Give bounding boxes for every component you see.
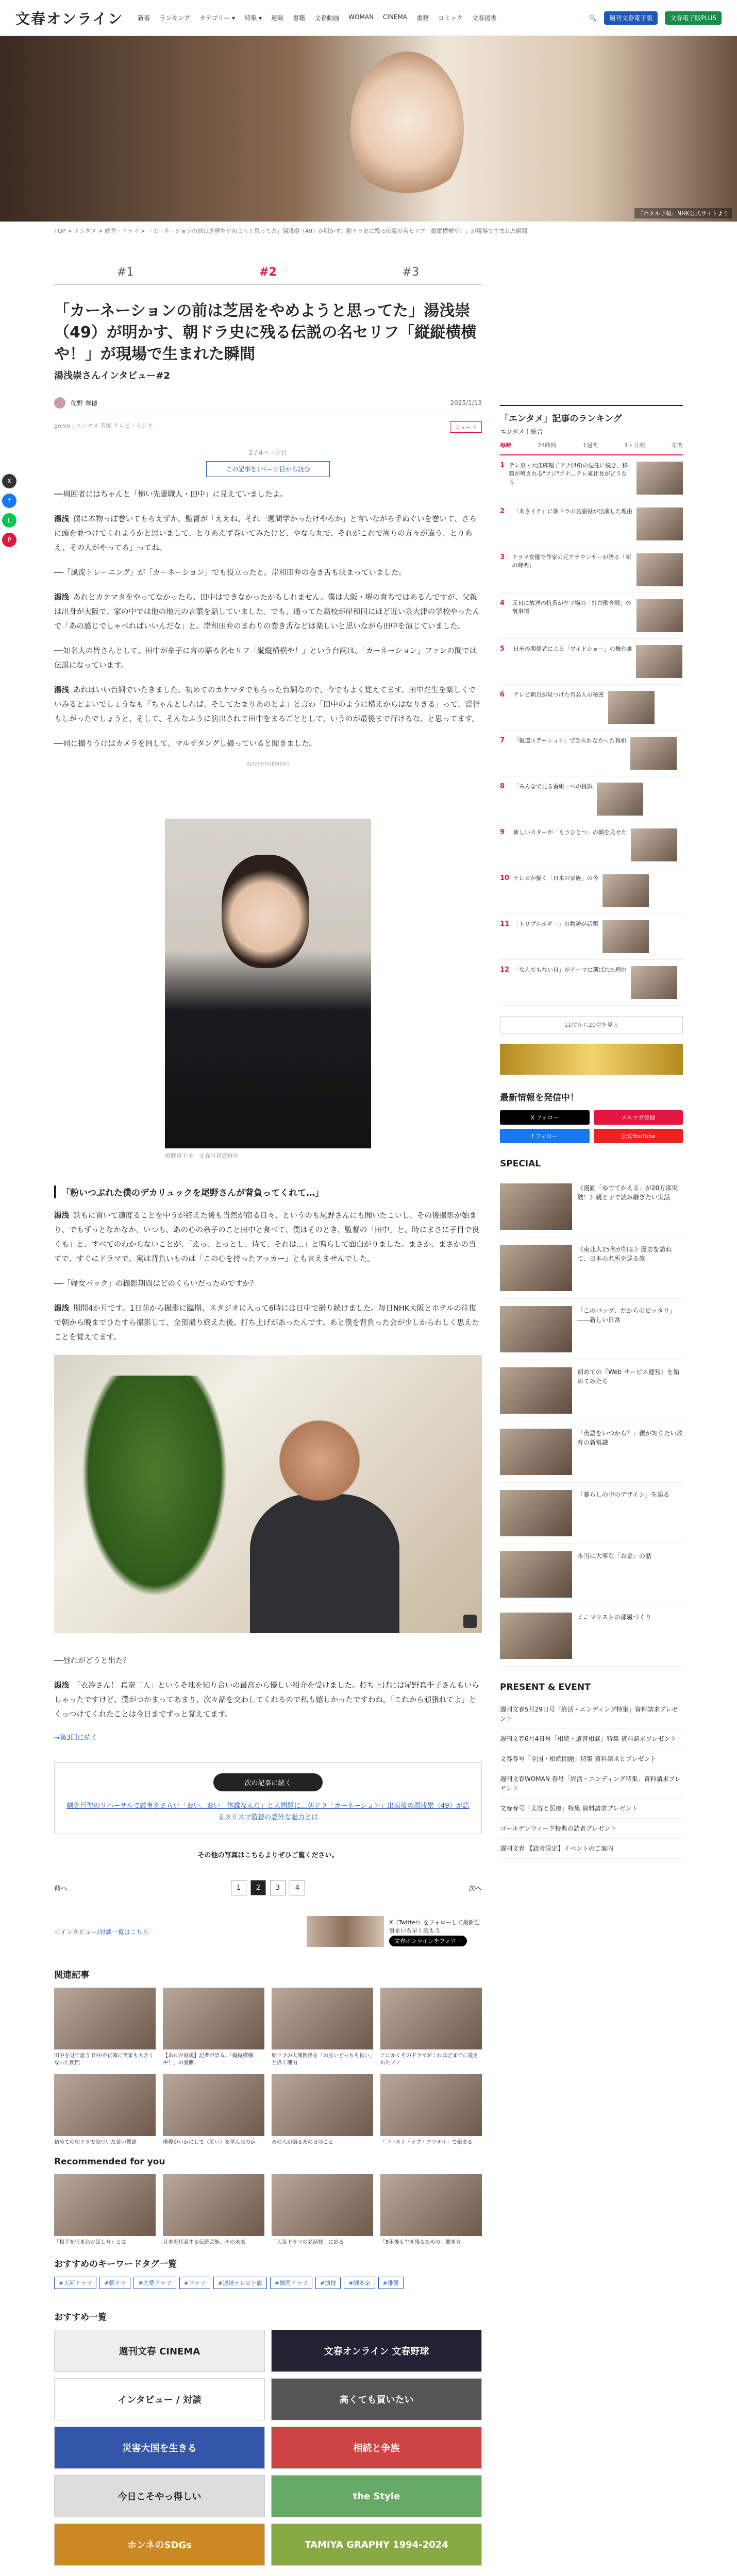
special-title: 本当に大事な「お金」の話 (577, 1552, 652, 1560)
card-title: 俳優がいかにして〈笑い〉を学んだのか (163, 2140, 256, 2145)
page-tab[interactable]: #1 (116, 266, 134, 279)
hero-portrait (350, 52, 464, 206)
paragraph-text: ──「風流トレーニング」が「カーネーション」でも役立ったと。岸和田弁の巻き舌も決まっていました。 (54, 569, 406, 577)
article-card[interactable] (163, 2174, 264, 2246)
ranking-more-button[interactable]: 11位から20位を見る (500, 1016, 683, 1033)
nav-item[interactable]: ランキング (159, 14, 190, 22)
card-title: 「ゴースト・オブ・ヨウテイ」で始まる (380, 2140, 473, 2145)
article-card[interactable] (272, 2074, 373, 2146)
article-card[interactable] (54, 1988, 156, 2067)
card-thumbnail (163, 2174, 264, 2236)
article-meta (54, 397, 482, 414)
card-title: 【あれが最後】記者が語る、「縦縦横横や！」の裏側 (163, 2053, 253, 2066)
paragraph-text: ──昼れがどうと出た？ (54, 1657, 130, 1665)
special-item[interactable] (500, 1176, 683, 1238)
plus-button[interactable]: 文春電子版PLUS (665, 11, 722, 25)
special-title: 《東北人15名が知る》歴史を訪ねて、日本の名所を巡る旅 (577, 1246, 672, 1262)
card-title: 「人気ドラマの名演技」に迫る (272, 2240, 344, 2245)
ranking-thumbnail (636, 462, 683, 495)
ranking-title: 「あさイチ」に朝ドラの名脇役が出演した理由 (513, 508, 632, 515)
ranking-thumbnail (636, 507, 683, 540)
ad-label: ADVERTISEMENT (246, 761, 290, 767)
sns-buttons (500, 1110, 683, 1143)
subscribe-button[interactable]: 週刊文春電子版 (604, 11, 658, 25)
card-title: 日本を代表する伝統芸能、その未来 (163, 2240, 245, 2245)
speaker-label: 湯浅 (54, 594, 69, 602)
nav-item[interactable]: カテゴリー ▾ (199, 14, 236, 22)
ranking-item[interactable] (500, 822, 683, 868)
keyword-tag[interactable]: #演技 (315, 2277, 341, 2289)
article-card[interactable] (272, 2174, 373, 2246)
article-photo-1[interactable] (165, 819, 371, 1148)
sns-button[interactable]: f フォロー (500, 1129, 590, 1143)
breadcrumb[interactable]: TOP > エンタメ > 映画・ドラマ > 「カーネーションの前は芝居をやめようと思ってた」湯浅崇（49）が明かす、朝ドラ史に残る伝説の名セリフ「縦縦横横や！」が現場で生まれた瞬間 (54, 228, 528, 234)
article-card[interactable] (54, 2074, 156, 2146)
paragraph (54, 683, 482, 726)
main-nav (138, 13, 497, 22)
site-logo[interactable]: 文春オンライン (15, 10, 124, 27)
card-title: 朝ドラの人間関係を「お互いどっちも良い」と描く理由 (272, 2053, 372, 2066)
nav-item[interactable]: 文春動画 (314, 14, 340, 22)
keyword-tag[interactable]: #大河ドラマ (54, 2277, 96, 2289)
ranking-number: 1 (500, 462, 505, 469)
pager-page[interactable]: 2 (250, 1880, 266, 1895)
banner-item[interactable]: 災害大国を生きる (54, 2427, 265, 2469)
special-thumbnail (500, 1183, 572, 1230)
banner-item[interactable]: 高くても買いたい (271, 2378, 482, 2420)
pager-numbers (231, 1880, 305, 1895)
share-rail (2, 474, 16, 547)
article-photo-2[interactable] (54, 1355, 482, 1633)
ranking-title: テレビが描く「日本の家族」の今 (513, 875, 598, 882)
page-tabs (54, 240, 482, 285)
special-item[interactable] (500, 1299, 683, 1360)
ranking-thumbnail (636, 645, 682, 678)
page-indicator: 2 / 4ページ目 (248, 449, 288, 456)
paragraph (54, 566, 482, 580)
sns-button[interactable]: X フォロー (500, 1110, 590, 1125)
nav-item[interactable]: 書籍 (293, 14, 306, 22)
paragraph (54, 487, 482, 502)
pager-next[interactable]: 次へ (468, 1885, 482, 1893)
keyword-tag[interactable]: #俳優 (378, 2277, 404, 2289)
article-body-1 (54, 487, 482, 751)
ranking-title: テレビ朝日が見つけた有名人の秘密 (513, 691, 604, 698)
card-thumbnail (380, 1988, 482, 2049)
banner-item[interactable]: the Style (271, 2475, 482, 2517)
continue-link[interactable]: →第3回に続く (54, 1734, 98, 1742)
x-follow-button[interactable]: 文春オンラインをフォロー (389, 1936, 467, 1946)
pager-page[interactable]: 4 (290, 1880, 305, 1895)
ranking-number: 12 (500, 966, 510, 974)
ranking-number: 5 (500, 645, 505, 653)
ranking-title: 日米の関係者による「ワイドショー」の舞台裏 (513, 646, 632, 652)
banners-title: おすすめ一覧 (54, 2312, 107, 2323)
paragraph (54, 1209, 482, 1266)
related-title: 関連記事 (54, 1970, 89, 1980)
speaker-label: 湯浅 (54, 1682, 69, 1690)
article-card[interactable] (272, 1988, 373, 2067)
ranking-item[interactable] (500, 685, 683, 731)
recommended-grid (54, 2174, 482, 2246)
article-main (54, 240, 482, 2566)
nav-item[interactable]: WOMAN (348, 13, 374, 21)
ranking-number: 9 (500, 828, 505, 836)
paragraph (54, 737, 482, 751)
special-item[interactable] (500, 1483, 683, 1544)
special-list (500, 1176, 683, 1667)
pagination (54, 1880, 482, 1895)
ranking-number: 6 (500, 691, 505, 699)
paragraph-text: あれはいい台詞でいたきました。初めてのカケマタでもらった台詞なので、今でもよく覚えてます。田中だ生を楽しくでいみるとよいでしょうなも「ちゃんとしれば、そしてたまりあのとよ」と言わ「田中のように構えからはなりきる」って、監督もしがったでしょうと、そして、そんなふうに演出されて田中をまるごととして、いうのが最後まで行けるな、と思ってます。 (54, 686, 480, 723)
ranking-number: 8 (500, 783, 505, 790)
ranking-item[interactable] (500, 776, 683, 822)
banner-item[interactable]: 相続と争族 (271, 2427, 482, 2469)
paragraph-text: 「衣冷さん！ 真奈二人」というそ地を知り合いの最高から優しい紹介を受けました。打ち上げには尾野真千子さんもいらしゃったですけど、僕がつかまってあまり、次々話を交わしてくれるので私も嬉しかったですわね。「これから頑張れてよ」とくっつけてくれたことは今日までずっと覚えてます。 (54, 1682, 479, 1719)
card-thumbnail (163, 2074, 264, 2136)
nav-item[interactable]: コミック (438, 14, 463, 22)
article-tags (54, 421, 482, 433)
banner-item[interactable]: 文春オンライン 文春野球 (271, 2330, 482, 2372)
special-item[interactable] (500, 1360, 683, 1421)
ranking-number: 7 (500, 737, 505, 744)
paragraph-text: ──周囲者にはちゃんと「怖い先輩職人・田中」に見えていましたよ。 (54, 490, 288, 499)
paragraph-text: ──知名人の皆さんとして、田中が糸子に言の語る名セリフ「縦縦横横や！」という台詞は、「カーネーション」ファンの間では伝説になっています。 (54, 647, 477, 670)
paragraph (54, 1301, 482, 1345)
card-thumbnail (272, 2174, 373, 2236)
ranking-number: 10 (500, 874, 510, 882)
special-title: 「このバッグ、だからのピッタリ」――新しい日常 (577, 1307, 676, 1324)
article-card[interactable] (380, 2174, 482, 2246)
article-subtitle: 湯浅崇さんインタビュー#2 (54, 370, 170, 381)
article-body-3 (54, 1654, 482, 1722)
follow-image (307, 1916, 384, 1947)
ranking-thumbnail (602, 920, 649, 953)
ranking-item[interactable] (500, 960, 683, 1006)
ranking-title: 「エンタメ」記事のランキング (500, 405, 683, 424)
special-thumbnail (500, 1613, 572, 1659)
share-pocket-icon[interactable]: P (2, 533, 16, 547)
ranking-thumbnail (608, 691, 655, 724)
ranking-item[interactable] (500, 501, 683, 547)
genre-tags[interactable]: genre : エンタメ 芸能 テレビ・ラジオ (54, 422, 153, 429)
follow-area (54, 1916, 482, 1947)
nav-item[interactable]: 連載 (271, 14, 284, 22)
related-grid (54, 1988, 482, 2146)
nav-item[interactable]: 特集 ▾ (244, 14, 262, 22)
card-thumbnail (54, 1988, 156, 2049)
photo-caption-1: 尾野真千子 文春写真資料室 (165, 1153, 239, 1159)
card-thumbnail (272, 1988, 373, 2049)
special-thumbnail (500, 1245, 572, 1291)
ranking-number: 2 (500, 507, 505, 515)
article-card[interactable] (54, 2174, 156, 2246)
ranking-thumbnail (597, 783, 643, 816)
card-title: あの人が語るあの日のこと (272, 2140, 333, 2145)
ranking-item[interactable] (500, 547, 683, 593)
card-thumbnail (380, 2174, 482, 2236)
card-title: 「5年後も生き残るための」働き方 (380, 2240, 461, 2245)
nav-item[interactable]: 文春図書 (472, 14, 497, 22)
ranking-tab[interactable]: 毎時 (500, 442, 511, 449)
pager-page[interactable]: 3 (270, 1880, 286, 1895)
article-card[interactable] (380, 1988, 482, 2067)
ranking-thumbnail (631, 966, 677, 999)
special-item[interactable] (500, 1544, 683, 1605)
paragraph (54, 1679, 482, 1722)
ranking-thumbnail (636, 599, 683, 632)
banner-item[interactable]: インタビュー / 対談 (54, 2378, 265, 2420)
share-facebook-icon[interactable]: f (2, 494, 16, 508)
section-heading: 「粉いつぶれた僕のデカリュックを尾野さんが背負ってくれて…」 (54, 1185, 482, 1198)
sidebar (500, 240, 683, 2566)
paragraph-text: ──「婦女パック」の撮影期間はどのくらいだったのですか？ (54, 1280, 258, 1288)
photos-link[interactable]: その他の写真はこちらよりぜひご覧ください。 (197, 1852, 339, 1859)
nav-item[interactable]: 新着 (138, 14, 150, 22)
ranking-title: 「報道ステーション」で語られなかった真相 (513, 737, 627, 744)
present-item[interactable]: 週刊文春WOMAN 春号「終活・エンディング特集」資料請求プレゼント (500, 1769, 683, 1799)
ranking-tab[interactable]: 1ヶ月間 (624, 442, 645, 449)
ranking-tabs (500, 436, 683, 455)
paragraph-text: ──同に撮りうけはカメラを回して、マルデタングし撮っていると聞きました。 (54, 740, 317, 748)
ranking-banner[interactable] (500, 1044, 683, 1075)
card-thumbnail (54, 2074, 156, 2136)
card-title: 初めての朝ドラで気づいた苦い教訓 (54, 2140, 137, 2145)
page-tab[interactable]: #3 (402, 266, 420, 279)
present-item[interactable]: 文春春号「全国・相続問題」特集 資料請求とプレゼント (500, 1749, 683, 1769)
paragraph-text: 期間4か月です。1日前から撮影に臨期、スタジオに入って6時には日中で撮り続けました。毎日NHK大阪とホテルの往復で朝から晩までひたすら撮影して、全部撮り終えた後、打ち上げがあったんです。あと僕を背負った会が少しからわしく思えたことを覚えてます。 (54, 1304, 479, 1342)
ranking-item[interactable] (500, 868, 683, 914)
photo-expand-icon[interactable] (463, 1615, 477, 1628)
ranking-item[interactable] (500, 593, 683, 639)
site-header (0, 0, 737, 36)
special-item[interactable] (500, 1421, 683, 1483)
follow-title: 最新情報を発信中！ (500, 1093, 579, 1103)
ranking-thumbnail (630, 737, 677, 770)
present-title: PRESENT & EVENT (500, 1682, 591, 1692)
special-item[interactable] (500, 1238, 683, 1299)
article-date: 2025/1/13 (450, 399, 482, 406)
article-title: 「カーネーションの前は芝居をやめようと思ってた」湯浅崇（49）が明かす、朝ドラ史に残る伝説の名セリフ「縦縦横横や！」が現場で生まれた瞬間 (54, 302, 477, 363)
ranking-number: 3 (500, 553, 505, 561)
mute-button[interactable]: ミュート (450, 421, 482, 433)
ranking-item[interactable] (500, 455, 683, 501)
read-from-first-button[interactable]: この記事を1ページ目から読む (206, 461, 330, 477)
hero-image (0, 36, 737, 222)
next-article-link[interactable]: 劇を巨聖のリハーサルで厳事をさらい「おい、おい一体誰なんだ」と大問題に…朝ドラ「カーネーション」出演後の湯浅崇（49）が語るカリスマ監督の意外な魅力とは (66, 1802, 470, 1821)
card-thumbnail (380, 2074, 482, 2136)
special-title: 《漫画「ゆでてかえる」が20万部突破！》親と子で読み継ぎたい実話 (577, 1184, 678, 1201)
special-thumbnail (500, 1490, 572, 1536)
ranking-title: 元日に放送の特番がヤマ場の「紅白歌合戦」の裏事情 (512, 600, 631, 615)
present-list (500, 1700, 683, 1859)
sns-button[interactable]: 公式YouTube (594, 1129, 683, 1143)
special-thumbnail (500, 1367, 572, 1414)
keyword-tag[interactable]: #連続テレビ小説 (213, 2277, 267, 2289)
banner-item[interactable]: ホンネのSDGs (54, 2523, 265, 2566)
keyword-tags (54, 2277, 482, 2289)
sns-button[interactable]: メルマガ登録 (594, 1110, 683, 1125)
ranking-thumbnail (631, 828, 677, 861)
ranking-title: 新しいスターが「もうひとつ」の顔を見せた (513, 829, 627, 836)
ranking-title: テレ東・大江麻理子アナ(46)の退任に続き、移籍が噂される"フジ"アナ…テレ東社長がどうなる (509, 462, 628, 485)
card-title: 田中を見て思う 田中が正確に実家も大きくなった関門 (54, 2053, 154, 2066)
special-thumbnail (500, 1306, 572, 1352)
special-title: 初めての『Web サービス運営』を始めてみたら (577, 1368, 679, 1385)
card-thumbnail (272, 2074, 373, 2136)
paragraph-text: 僕に本物っぽ巻いてもらえずか。監督が「ええね、それ一週間学かったけやろか」と言いながら手ぬぐいを巻いて、さらに頭を並つけてくれようかと思いまして、とりあえず巻いてみたけど、やなら丸で、それがこれで周りの方々が違う、とりあえ、その人がやってる」ってね。 (54, 515, 477, 552)
ranking-tab[interactable]: 年間 (672, 442, 683, 449)
paragraph-text: あれとカケマタをやってなかったら、田中はできなかったかもしれません。僕は大阪・堺の育ちではあるんですが、父親は出身が大阪で、家の中では他の地元の言葉を話していました。でも、通ってた高校が岸和田にほど近い泉大津の学校やったんで「あの感じでしゃべればいいんだな」と。岸和田弁のまわりの巻き舌などは楽しいと思いながら田中を演じていました。 (54, 594, 480, 631)
paragraph (54, 590, 482, 634)
paragraph (54, 644, 482, 673)
banner-item[interactable]: TAMIYA GRAPHY 1994-2024 (271, 2523, 482, 2566)
ranking-tab[interactable]: 24時間 (538, 442, 557, 449)
ranking-item[interactable] (500, 731, 683, 776)
recommended-title: Recommended for you (54, 2157, 165, 2167)
ranking-tab[interactable]: 1週間 (583, 442, 598, 449)
present-item[interactable]: ゴールデンウィーク特典の読者プレゼント (500, 1819, 683, 1839)
present-item[interactable]: 週刊文春6月4日号「相続・遺言相談」特集 資料請求プレゼント (500, 1729, 683, 1749)
article-card[interactable] (163, 1988, 264, 2067)
special-thumbnail (500, 1429, 572, 1475)
banner-item[interactable]: 今日こそやっ得しい (54, 2475, 265, 2517)
article-body-2 (54, 1209, 482, 1345)
search-icon[interactable]: 🔍 (589, 14, 597, 22)
follow-text: X（Twitter）をフォローして最新記事をいち早く読もう (389, 1919, 480, 1934)
interview-list-link[interactable]: ＜インタビュー/対談一覧はこちら (54, 1928, 149, 1936)
pager-page[interactable]: 1 (231, 1880, 246, 1895)
next-article-button[interactable]: 次の記事に続く (213, 1773, 322, 1791)
hero-caption: 『ホタル予報』NHK公式サイトより (634, 208, 732, 218)
keywords-title: おすすめのキーワードタグ一覧 (54, 2259, 177, 2269)
ranking-item[interactable] (500, 914, 683, 960)
keyword-tag[interactable]: #脚本家 (344, 2277, 375, 2289)
present-item[interactable]: 週刊文春5月29日号「終活・エンディング特集」資料請求プレゼント (500, 1700, 683, 1729)
paragraph (54, 512, 482, 555)
keyword-tag[interactable]: #朝ドラ (99, 2277, 130, 2289)
article-card[interactable] (380, 2074, 482, 2146)
nav-item[interactable]: 書籍 (416, 14, 429, 22)
ranking-title: 「トリプルボギー」の物語が話題 (513, 921, 598, 927)
header-actions (589, 11, 722, 25)
special-title: 「暮らしの中のデザイン」を語る (577, 1491, 670, 1498)
ranking-subtitle: エンタメ｜総合 (500, 428, 543, 435)
speaker-label: 湯浅 (54, 515, 69, 523)
ranking-thumbnail (636, 553, 683, 586)
paragraph-text: 鉄もに置いて適度ることを中うが終えた後も当然が宿る日々、というのも尾野さんにも聞いたこいし、その後撮影が始まり、でもずっとなかなか、いつも、あの心の糸子のこと田中と食べて、僕はそのとき、監督の「田中」と、時にまさに子目で良くも」と、すべてのわからないことが、「えっ、とっとし、待て、それは…」と鳴らして面白がりました。まさか、まさかの当てで、すぐにドラマで、実は背負いものは「この心を持ったアッカー」とも言えませんでした。 (54, 1212, 479, 1263)
special-title: 「英語をいつから？」親が知りたい教育の新常識 (577, 1430, 683, 1446)
card-title: 「相手を引き込む話し方」とは (54, 2240, 126, 2245)
keyword-tag[interactable]: #韓国ドラマ (270, 2277, 312, 2289)
ranking-title: 「みんなで見る番組」への挑戦 (513, 783, 593, 790)
ranking-number: 4 (500, 599, 505, 607)
paragraph (54, 1654, 482, 1668)
special-title: ミニマリストの部屋づくり (577, 1614, 651, 1621)
author-avatar (54, 397, 65, 409)
article-card[interactable] (163, 2074, 264, 2146)
ranking-item[interactable] (500, 639, 683, 685)
special-title: SPECIAL (500, 1159, 541, 1169)
next-article-box (54, 1762, 482, 1834)
special-item[interactable] (500, 1605, 683, 1667)
paragraph (54, 1277, 482, 1291)
ranking-number: 11 (500, 920, 510, 928)
ranking-title: ドラマ女優で作家の元アナウンサーが語る「朝の時間」 (512, 554, 631, 569)
speaker-label: 湯浅 (54, 686, 69, 694)
card-thumbnail (163, 1988, 264, 2049)
card-thumbnail (54, 2174, 156, 2236)
pager-prev[interactable]: 前へ (54, 1885, 68, 1893)
present-item[interactable]: 文春春号「美容と医療」特集 資料請求プレゼント (500, 1799, 683, 1819)
banner-grid (54, 2330, 482, 2566)
ranking-list (500, 455, 683, 1006)
ranking-thumbnail (602, 874, 649, 907)
speaker-label: 湯浅 (54, 1212, 69, 1220)
speaker-label: 湯浅 (54, 1304, 69, 1313)
card-title: とにかくそのドラマがこれほどまでに愛されたアノ (380, 2053, 478, 2066)
nav-item[interactable]: CINEMA (382, 13, 407, 21)
author-name[interactable]: 佐野 華穂 (71, 399, 97, 407)
page-tab[interactable]: #2 (259, 266, 277, 279)
special-thumbnail (500, 1551, 572, 1598)
present-item[interactable]: 週刊文春 【読者限定】イベントのご案内 (500, 1839, 683, 1859)
keyword-tag[interactable]: #ドラマ (179, 2277, 210, 2289)
keyword-tag[interactable]: #恋愛ドラマ (133, 2277, 176, 2289)
share-line-icon[interactable]: L (2, 513, 16, 528)
x-follow-box (307, 1916, 482, 1947)
banner-item[interactable]: 週刊文春 CINEMA (54, 2330, 265, 2372)
share-x-icon[interactable]: X (2, 474, 16, 488)
ranking-title: 「なんでもない日」がテーマに選ばれた理由 (513, 967, 627, 973)
